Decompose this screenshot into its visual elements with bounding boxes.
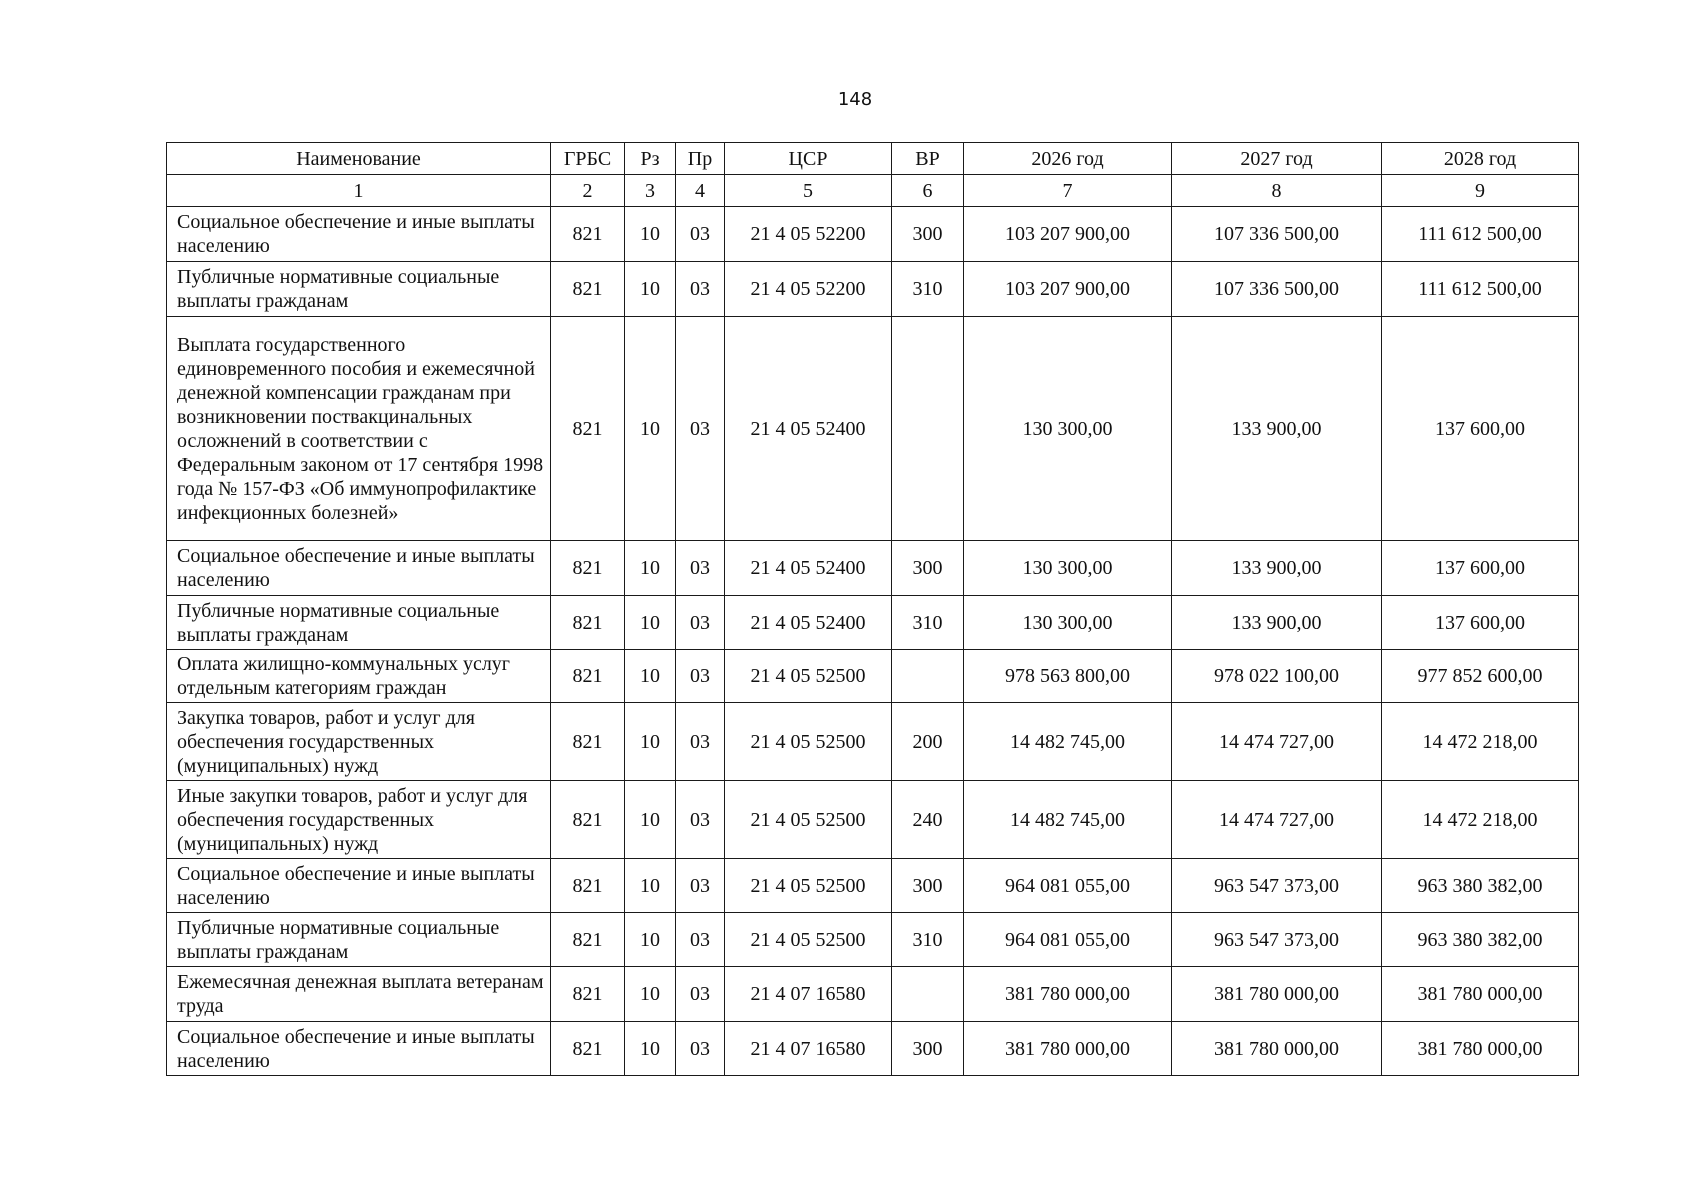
- cell-name: Выплата государственного единовременного пособия и ежемесячной денежной компенсации гражданам при возникновении поствакцинальных осложнений в соответствии с Федеральным законом от 17 сентября 1998 года № 157-ФЗ «Об иммунопрофилактике инфекционных болезней»: [167, 317, 551, 541]
- cell-name: Публичные нормативные социальные выплаты гражданам: [167, 913, 551, 967]
- cell-vr: [892, 317, 964, 541]
- cell-2027: 381 780 000,00: [1172, 1022, 1382, 1076]
- cell-2026: 103 207 900,00: [964, 207, 1172, 262]
- cell-name: Социальное обеспечение и иные выплаты населению: [167, 541, 551, 596]
- cell-2026: 14 482 745,00: [964, 703, 1172, 781]
- cell-rz: 10: [625, 913, 676, 967]
- header-2027: 2027 год: [1172, 143, 1382, 175]
- table-row: [167, 262, 1579, 317]
- cell-vr: 310: [892, 262, 964, 317]
- cell-2028: 137 600,00: [1382, 541, 1579, 596]
- cell-rz: 10: [625, 541, 676, 596]
- cell-pr: 03: [676, 596, 725, 650]
- cell-grbs: 821: [551, 541, 625, 596]
- cell-pr: 03: [676, 781, 725, 859]
- cell-2027: 963 547 373,00: [1172, 913, 1382, 967]
- cell-2028: 381 780 000,00: [1382, 1022, 1579, 1076]
- cell-pr: 03: [676, 859, 725, 913]
- cell-name: Социальное обеспечение и иные выплаты населению: [167, 207, 551, 262]
- cell-2026: 964 081 055,00: [964, 913, 1172, 967]
- cell-rz: 10: [625, 650, 676, 703]
- cell-grbs: 821: [551, 781, 625, 859]
- table-row: [167, 317, 1579, 541]
- cell-pr: 03: [676, 703, 725, 781]
- header-2028: 2028 год: [1382, 143, 1579, 175]
- table-row: [167, 541, 1579, 596]
- table-row: [167, 703, 1579, 781]
- cell-rz: 10: [625, 781, 676, 859]
- table-row: [167, 967, 1579, 1022]
- cell-csr: 21 4 05 52500: [725, 781, 892, 859]
- column-number: 8: [1172, 175, 1382, 207]
- table-row: [167, 859, 1579, 913]
- cell-2028: 137 600,00: [1382, 596, 1579, 650]
- cell-csr: 21 4 05 52500: [725, 913, 892, 967]
- cell-csr: 21 4 05 52500: [725, 650, 892, 703]
- cell-2027: 133 900,00: [1172, 596, 1382, 650]
- cell-2027: 14 474 727,00: [1172, 703, 1382, 781]
- cell-2027: 133 900,00: [1172, 541, 1382, 596]
- cell-2026: 381 780 000,00: [964, 967, 1172, 1022]
- cell-name: Публичные нормативные социальные выплаты гражданам: [167, 262, 551, 317]
- cell-name: Закупка товаров, работ и услуг для обеспечения государственных (муниципальных) нужд: [167, 703, 551, 781]
- column-number: 1: [167, 175, 551, 207]
- cell-pr: 03: [676, 317, 725, 541]
- cell-csr: 21 4 05 52400: [725, 596, 892, 650]
- cell-2026: 103 207 900,00: [964, 262, 1172, 317]
- cell-2026: 381 780 000,00: [964, 1022, 1172, 1076]
- cell-grbs: 821: [551, 207, 625, 262]
- cell-csr: 21 4 07 16580: [725, 1022, 892, 1076]
- column-number: 7: [964, 175, 1172, 207]
- cell-rz: 10: [625, 703, 676, 781]
- cell-csr: 21 4 05 52200: [725, 262, 892, 317]
- cell-2027: 963 547 373,00: [1172, 859, 1382, 913]
- table-header-row: [167, 143, 1579, 175]
- table-row: [167, 1022, 1579, 1076]
- cell-pr: 03: [676, 967, 725, 1022]
- column-number: 6: [892, 175, 964, 207]
- cell-rz: 10: [625, 317, 676, 541]
- column-number: 3: [625, 175, 676, 207]
- cell-csr: 21 4 05 52500: [725, 859, 892, 913]
- cell-name: Публичные нормативные социальные выплаты гражданам: [167, 596, 551, 650]
- table-row: [167, 913, 1579, 967]
- cell-rz: 10: [625, 1022, 676, 1076]
- page-number: 148: [837, 89, 873, 110]
- column-number: 5: [725, 175, 892, 207]
- cell-2027: 978 022 100,00: [1172, 650, 1382, 703]
- table-row: [167, 781, 1579, 859]
- cell-2028: 137 600,00: [1382, 317, 1579, 541]
- cell-name: Оплата жилищно-коммунальных услуг отдельным категориям граждан: [167, 650, 551, 703]
- cell-grbs: 821: [551, 262, 625, 317]
- cell-rz: 10: [625, 207, 676, 262]
- cell-name: Социальное обеспечение и иные выплаты населению: [167, 1022, 551, 1076]
- header-grbs: ГРБС: [551, 143, 625, 175]
- cell-2027: 381 780 000,00: [1172, 967, 1382, 1022]
- cell-grbs: 821: [551, 317, 625, 541]
- cell-csr: 21 4 05 52400: [725, 541, 892, 596]
- cell-2028: 14 472 218,00: [1382, 703, 1579, 781]
- cell-pr: 03: [676, 1022, 725, 1076]
- cell-csr: 21 4 05 52400: [725, 317, 892, 541]
- header-2026: 2026 год: [964, 143, 1172, 175]
- cell-grbs: 821: [551, 967, 625, 1022]
- cell-csr: 21 4 05 52200: [725, 207, 892, 262]
- cell-rz: 10: [625, 596, 676, 650]
- cell-pr: 03: [676, 207, 725, 262]
- column-number: 9: [1382, 175, 1579, 207]
- table-row: [167, 207, 1579, 262]
- cell-rz: 10: [625, 967, 676, 1022]
- cell-pr: 03: [676, 262, 725, 317]
- cell-2028: 111 612 500,00: [1382, 207, 1579, 262]
- header-vr: ВР: [892, 143, 964, 175]
- cell-2027: 107 336 500,00: [1172, 262, 1382, 317]
- column-number: 4: [676, 175, 725, 207]
- cell-2028: 963 380 382,00: [1382, 859, 1579, 913]
- cell-vr: 300: [892, 207, 964, 262]
- cell-pr: 03: [676, 650, 725, 703]
- cell-grbs: 821: [551, 859, 625, 913]
- header-pr: Пр: [676, 143, 725, 175]
- cell-vr: 300: [892, 541, 964, 596]
- cell-vr: 200: [892, 703, 964, 781]
- header-csr: ЦСР: [725, 143, 892, 175]
- cell-2028: 111 612 500,00: [1382, 262, 1579, 317]
- column-number: 2: [551, 175, 625, 207]
- cell-name: Социальное обеспечение и иные выплаты населению: [167, 859, 551, 913]
- cell-2026: 978 563 800,00: [964, 650, 1172, 703]
- header-rz: Рз: [625, 143, 676, 175]
- table-row: [167, 650, 1579, 703]
- cell-rz: 10: [625, 859, 676, 913]
- cell-2027: 107 336 500,00: [1172, 207, 1382, 262]
- cell-vr: [892, 650, 964, 703]
- cell-2027: 133 900,00: [1172, 317, 1382, 541]
- cell-grbs: 821: [551, 596, 625, 650]
- cell-2026: 130 300,00: [964, 541, 1172, 596]
- table-row: [167, 596, 1579, 650]
- cell-grbs: 821: [551, 650, 625, 703]
- cell-rz: 10: [625, 262, 676, 317]
- cell-2026: 130 300,00: [964, 596, 1172, 650]
- cell-2028: 963 380 382,00: [1382, 913, 1579, 967]
- column-number-row: [167, 175, 1579, 207]
- cell-vr: 240: [892, 781, 964, 859]
- cell-name: Иные закупки товаров, работ и услуг для обеспечения государственных (муниципальных) нужд: [167, 781, 551, 859]
- cell-csr: 21 4 05 52500: [725, 703, 892, 781]
- cell-2026: 14 482 745,00: [964, 781, 1172, 859]
- header-name: Наименование: [167, 143, 551, 175]
- cell-2028: 977 852 600,00: [1382, 650, 1579, 703]
- cell-grbs: 821: [551, 703, 625, 781]
- cell-vr: 310: [892, 913, 964, 967]
- cell-vr: 310: [892, 596, 964, 650]
- cell-2026: 964 081 055,00: [964, 859, 1172, 913]
- cell-2028: 381 780 000,00: [1382, 967, 1579, 1022]
- cell-2027: 14 474 727,00: [1172, 781, 1382, 859]
- cell-vr: 300: [892, 859, 964, 913]
- cell-pr: 03: [676, 541, 725, 596]
- cell-csr: 21 4 07 16580: [725, 967, 892, 1022]
- cell-vr: 300: [892, 1022, 964, 1076]
- cell-grbs: 821: [551, 913, 625, 967]
- cell-2028: 14 472 218,00: [1382, 781, 1579, 859]
- cell-pr: 03: [676, 913, 725, 967]
- cell-name: Ежемесячная денежная выплата ветеранам труда: [167, 967, 551, 1022]
- cell-grbs: 821: [551, 1022, 625, 1076]
- budget-table: [166, 142, 1579, 1076]
- cell-2026: 130 300,00: [964, 317, 1172, 541]
- cell-vr: [892, 967, 964, 1022]
